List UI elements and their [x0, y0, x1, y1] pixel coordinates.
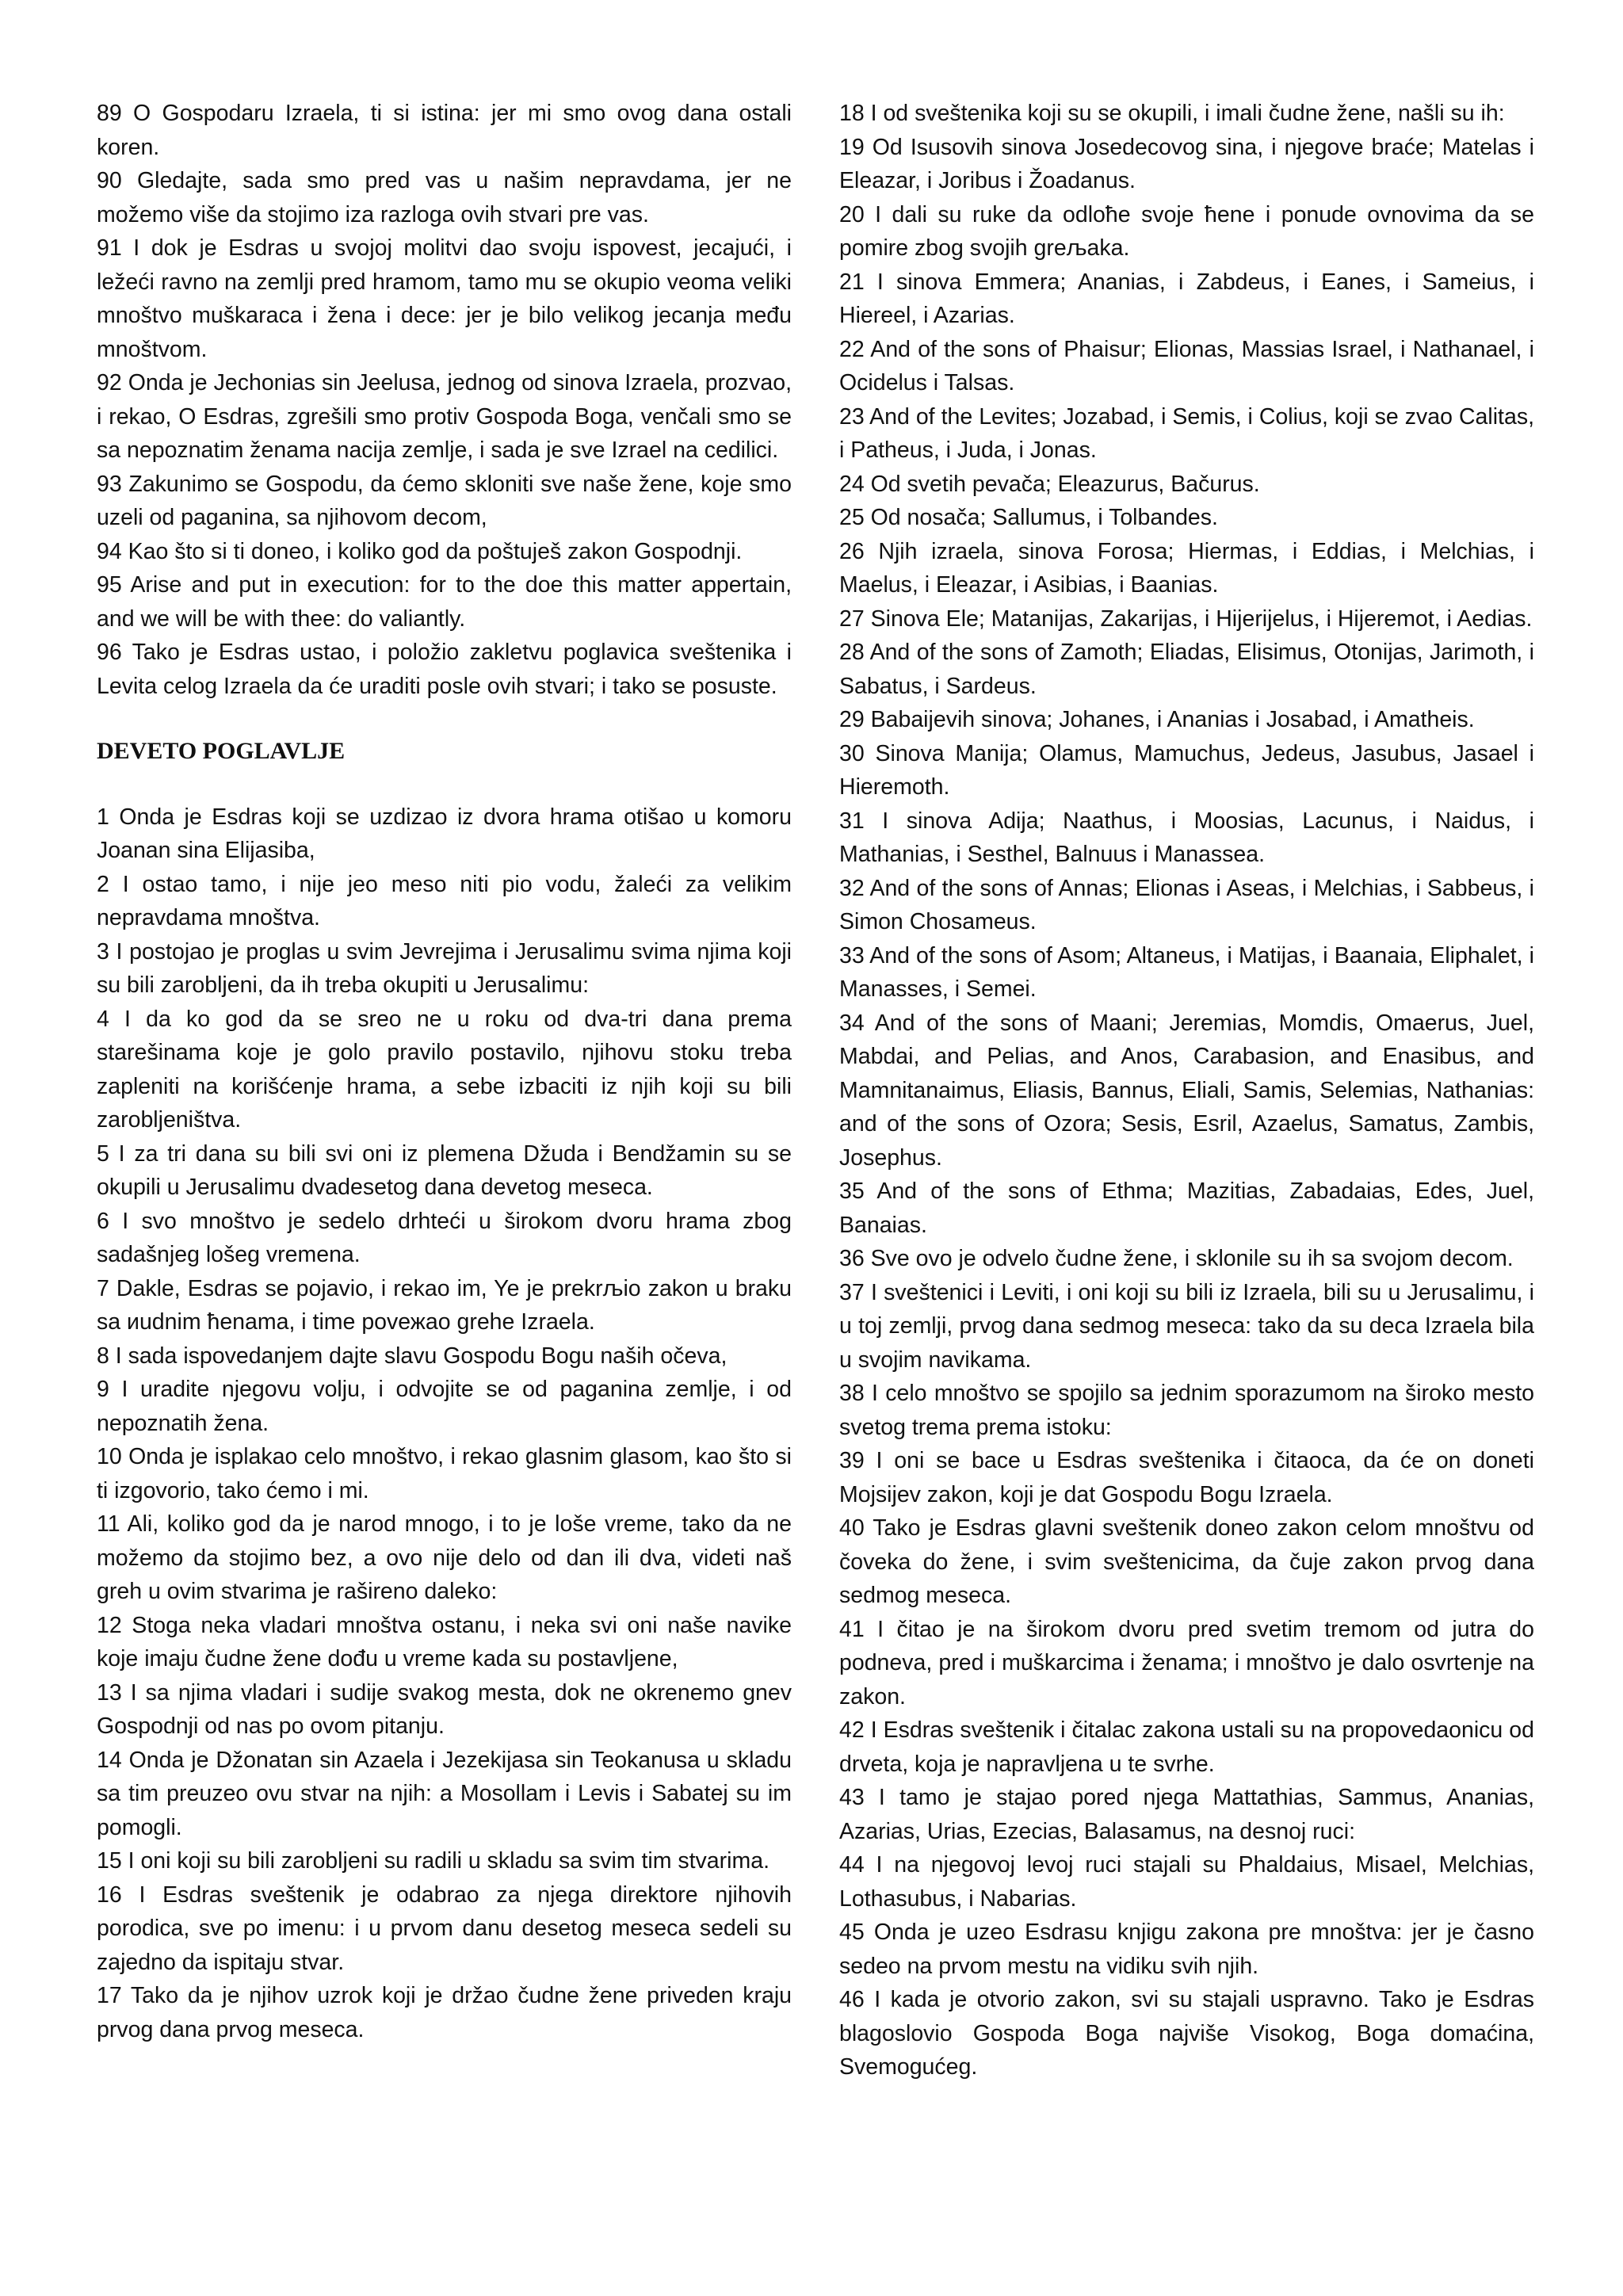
- verse: 26 Njih izraela, sinova Forosa; Hiermas, i Eddias, i Melchias, i Maelus, i Eleazar, i Asibias, i Baanias.: [839, 538, 1534, 598]
- verse: 28 And of the sons of Zamoth; Eliadas, Elisimus, Otonijas, Jarimoth, i Sabatus, i Sardeus.: [839, 640, 1534, 699]
- verse: 6 I svo mnoštvo je sedelo drhteći u širokom dvoru hrama zbog sadašnjeg lošeg vremena.: [97, 1208, 792, 1267]
- verse: 25 Od nosača; Sallumus, i Tolbandes.: [839, 505, 1218, 530]
- verse: 1 Onda je Esdras koji se uzdizao iz dvora hrama otišao u komoru Joanan sina Elijasiba,: [97, 804, 792, 863]
- verse: 16 I Esdras sveštenik je odabrao za njega direktore njihovih porodica, sve po imenu: i u prvom danu desetog meseca sedeli su zajedno da ispitaju stvar.: [97, 1881, 792, 1975]
- verse: 36 Sve ovo je odvelo čudne žene, i sklonile su ih sa svojom decom.: [839, 1246, 1514, 1271]
- verse: 95 Arise and put in execution: for to the doe this matter appertain, and we will be with thee: do valiantly.: [97, 572, 792, 632]
- verse: 27 Sinova Ele; Matanijas, Zakarijas, i Hijerijelus, i Hijeremot, i Aedias.: [839, 606, 1533, 632]
- verse: 46 I kada je otvorio zakon, svi su stajali uspravno. Tako je Esdras blagoslovio Gospoda Boga najviše Visokog, Boga domaćina, Svemogućeg.: [839, 1987, 1534, 2080]
- verse: 2 I ostao tamo, i nije jeo meso niti pio vodu, žaleći za velikim nepravdama mnoštva.: [97, 871, 792, 930]
- verse: 9 I uradite njegovu volju, i odvojite se od paganina zemlje, i od nepoznatih žena.: [97, 1377, 792, 1436]
- verses-block-chapter-nine: [97, 800, 792, 2047]
- verse: 33 And of the sons of Asom; Altaneus, i Matijas, i Baanaia, Eliphalet, i Manasses, i Semei.: [839, 942, 1534, 1002]
- verse: 37 I sveštenici i Leviti, i oni koji su bili iz Izraela, bili su u Jerusalimu, i u toj zemlji, prvog dana sedmog meseca: tako da su deca Izraela bila u svojim navikama.: [839, 1279, 1534, 1373]
- verses-block-end-of-chapter: [97, 97, 792, 703]
- verse: 30 Sinova Manija; Olamus, Mamuchus, Jedeus, Jasubus, Jasael i Hieremoth.: [839, 740, 1534, 800]
- verse: 13 I sa njima vladari i sudije svakog mesta, dok ne okrenemo gnev Gospodnji od nas po ovom pitanju.: [97, 1679, 792, 1739]
- verse: 22 And of the sons of Phaisur; Elionas, Massias Israel, i Nathanael, i Ocidelus i Talsas.: [839, 336, 1534, 395]
- verse: 31 I sinova Adija; Naathus, i Moosias, Lacunus, i Naidus, i Mathanias, i Sesthel, Balnuus i Manassea.: [839, 808, 1534, 867]
- verse: 34 And of the sons of Maani; Jeremias, Momdis, Omaerus, Juel, Mabdai, and Pelias, and Anos, Carabasion, and Enasibus, and Mamnitanaimus, Eliasis, Bannus, Eliali, Samis, Selemias, Nathanias: and of the sons of Ozora; Sesis, Esril, Azaelus, Samatus, Zambis, Josephus.: [839, 1010, 1534, 1171]
- verse: 18 I od sveštenika koji su se okupili, i imali čudne žene, našli su ih:: [839, 101, 1505, 126]
- verse: 45 Onda je uzeo Esdrasu knjigu zakona pre mnoštva: jer je časno sedeo na prvom mestu na vidiku svih njih.: [839, 1920, 1534, 1979]
- verse: 94 Kao što si ti doneo, i koliko god da poštuješ zakon Gospodnji.: [97, 538, 743, 564]
- verse: 12 Stoga neka vladari mnoštva ostanu, i neka svi oni naše navike koje imaju čudne žene dođu u vreme kada su postavljene,: [97, 1612, 792, 1671]
- verse: 89 O Gospodaru Izraela, ti si istina: jer mi smo ovog dana ostali koren.: [97, 101, 792, 160]
- verse: 91 I dok je Esdras u svojoj molitvi dao svoju ispovest, jecajući, i ležeći ravno na zemlji pred hramom, tamo mu se okupio veoma veliki mnoštvo muškaraca i žena i dece: jer je bilo velikog jecanja među mnoštvom.: [97, 235, 792, 362]
- right-column: [839, 97, 1534, 2084]
- verse: 8 I sada ispovedanjem dajte slavu Gospodu Bogu naših očeva,: [97, 1343, 727, 1369]
- verse: 14 Onda je Džonatan sin Azaela i Jezekijasa sin Teokanusa u skladu sa tim preuzeo ovu stvar na njih: a Mosollam i Levis i Sabatej su im pomogli.: [97, 1747, 792, 1840]
- verse: 42 I Esdras sveštenik i čitalac zakona ustali su na propovedaonicu od drveta, koja je napravljena u te svrhe.: [839, 1717, 1534, 1777]
- verse: 40 Tako je Esdras glavni sveštenik doneo zakon celom mnoštvu od čoveka do žene, i svim sveštenicima, da čuje zakon prvog dana sedmog meseca.: [839, 1515, 1534, 1608]
- verse: 11 Ali, koliko god da je narod mnogo, i to je loše vreme, tako da ne možemo da stojimo bez, a ovo nije delo od dan ili dva, videti naš greh u ovim stvarima je rašireno daleko:: [97, 1511, 792, 1604]
- verse: 41 I čitao je na širokom dvoru pred svetim tremom od jutra do podneva, pred i muškarcima i ženama; i mnoštvo je dalo osvrtenje na zakon.: [839, 1616, 1534, 1710]
- verse: 39 I oni se bace u Esdras sveštenika i čitaoca, da će on doneti Mojsijev zakon, koji je dat Gospodu Bogu Izraela.: [839, 1448, 1534, 1507]
- verse: 10 Onda je isplakao celo mnoštvo, i rekao glasnim glasom, kao što si ti izgovorio, tako ćemo i mi.: [97, 1444, 792, 1503]
- verse: 17 Tako da je njihov uzrok koji je držao čudne žene priveden kraju prvog dana prvog meseca.: [97, 1983, 792, 2042]
- verse: 19 Od Isusovih sinova Josedecovog sina, i njegove braće; Matelas i Eleazar, i Joribus i Žoadanus.: [839, 134, 1534, 193]
- verse: 32 And of the sons of Annas; Elionas i Aseas, i Melchias, i Sabbeus, i Simon Chosameus.: [839, 875, 1534, 934]
- verse: 15 I oni koji su bili zarobljeni su radili u skladu sa svim tim stvarima.: [97, 1848, 769, 1874]
- verse: 3 I postojao je proglas u svim Jevrejima i Jerusalimu svima njima koji su bili zarobljeni, da ih treba okupiti u Jerusalimu:: [97, 938, 792, 998]
- verse: 92 Onda je Jechonias sin Jeelusa, jednog od sinova Izraela, prozvao, i rekao, O Esdras, zgrešili smo protiv Gospoda Boga, venčali smo se sa nepoznatim ženama nacija zemlje, i sada je sve Izrael na cedilici.: [97, 370, 792, 463]
- verse: 38 I celo mnoštvo se spojilo sa jednim sporazumom na široko mesto svetog trema prema istoku:: [839, 1381, 1534, 1440]
- verse: 4 I da ko god da se sreo ne u roku od dva-tri dana prema starešinama koje je golo pravilo postavilo, njihovu stoku treba zapleniti na korišćenje hrama, a sebe izbaciti iz njih koji su bili zarobljeništva.: [97, 1006, 792, 1133]
- verse: 20 I dali su ruke da odloћe svoje ћene i ponude ovnovima da se pomire zbog svojih greљaka.: [839, 201, 1534, 261]
- verse: 7 Dakle, Esdras se pojavio, i rekao im, Ye je prekrљio zakon u braku sa иudnim ћenama, i time роvежао grehe Izraela.: [97, 1275, 792, 1335]
- chapter-heading: DEVETO POGLAVLJE: [97, 738, 346, 764]
- verse: 96 Tako je Esdras ustao, i položio zakletvu poglavica sveštenika i Levita celog Izraela da će uraditi posle ovih stvari; i tako se posuste.: [97, 640, 792, 699]
- verse: 93 Zakunimo se Gospodu, da ćemo skloniti sve naše žene, koje smo uzeli od paganina, sa njihovom decom,: [97, 471, 792, 530]
- verse: 29 Babaijevih sinova; Johanes, i Ananias i Josabad, i Amatheis.: [839, 707, 1475, 732]
- verse: 44 I na njegovoj levoj ruci stajali su Phaldaius, Misael, Melchias, Lothasubus, i Nabarias.: [839, 1852, 1534, 1912]
- verse: 23 And of the Levites; Jozabad, i Semis, i Colius, koji se zvao Calitas, i Patheus, i Juda, i Jonas.: [839, 403, 1534, 463]
- verse: 35 And of the sons of Ethma; Mazitias, Zabadaias, Edes, Juel, Banaias.: [839, 1179, 1534, 1238]
- verse: 5 I za tri dana su bili svi oni iz plemena Džuda i Bendžamin su se okupili u Jerusalimu dvadesetog dana devetog meseca.: [97, 1140, 792, 1200]
- verse: 43 I tamo je stajao pored njega Mattathias, Sammus, Ananias, Azarias, Urias, Ezecias, Balasamus, na desnoj ruci:: [839, 1785, 1534, 1844]
- left-column: [97, 97, 792, 2046]
- verse: 24 Od svetih pevača; Eleazurus, Bačurus.: [839, 471, 1260, 497]
- verse: 21 I sinova Emmera; Ananias, i Zabdeus, i Eanes, i Sameius, i Hiereel, i Azarias.: [839, 269, 1534, 328]
- verse: 90 Gledajte, sada smo pred vas u našim nepravdama, jer ne možemo više da stojimo iza razloga ovih stvari pre vas.: [97, 168, 792, 227]
